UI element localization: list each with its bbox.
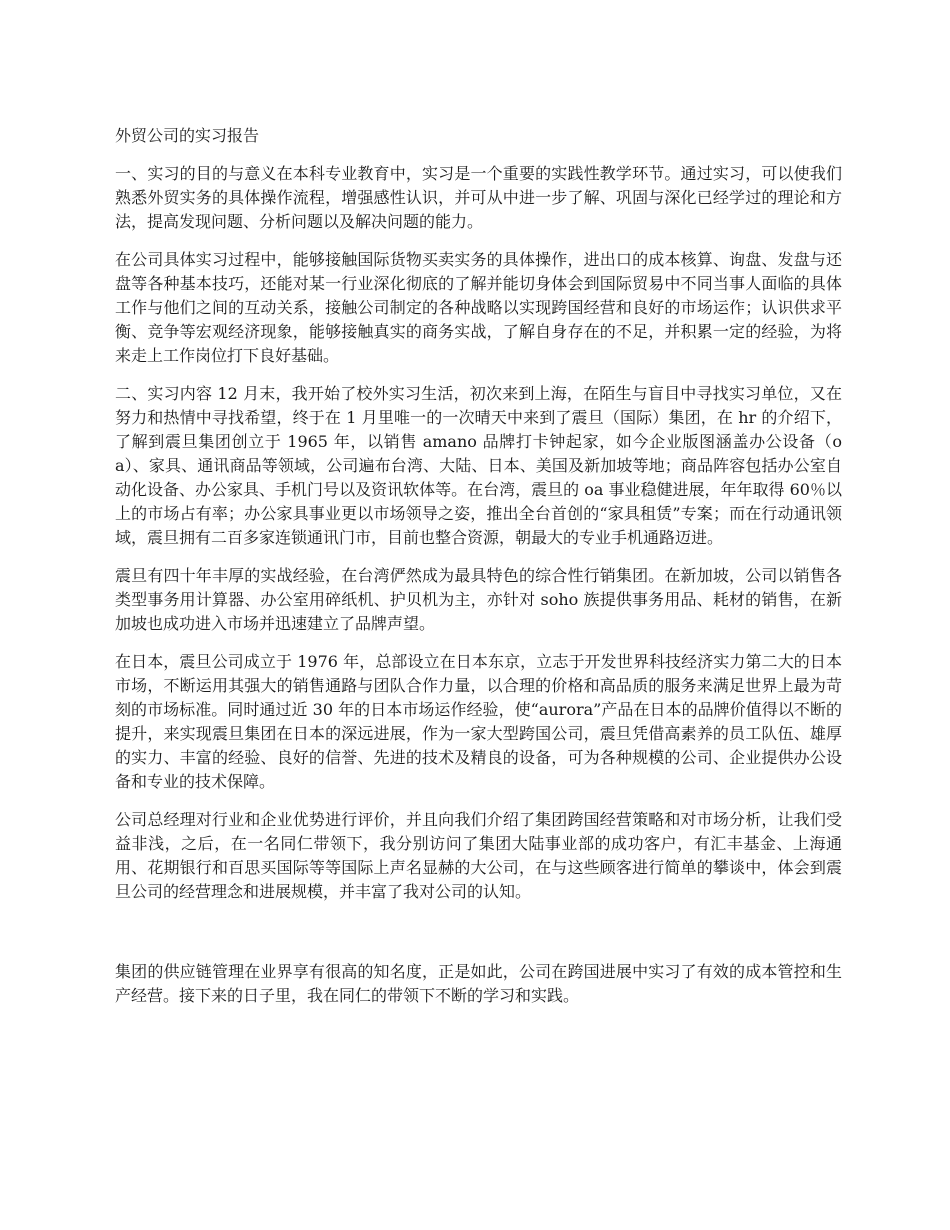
paragraph-supply-chain: 集团的供应链管理在业界享有很高的知名度，正是如此，公司在跨国进展中实习了有效的成本管控和生产经营。接下来的日子里，我在同仁的带领下不断的学习和实践。 [115,962,842,1005]
paragraph-process: 在公司具体实习过程中，能够接触国际货物买卖实务的具体操作，进出口的成本核算、询盘、发盘与还盘等各种基本技巧，还能对某一行业深化彻底的了解并能切身体会到国际贸易中不同当事人面临的具体工作与他们之间的互动关系，接触公司制定的各种战略以实现跨国经营和良好的市场运作；认识供求平衡、竞争等宏观经济现象，能够接触真实的商务实战，了解自身存在的不足，并积累一定的经验，为将来走上工作岗位打下良好基础。 [115,250,842,365]
document-page [115,124,842,1022]
paragraph-purpose: 一、实习的目的与意义在本科专业教育中，实习是一个重要的实践性教学环节。通过实习，可以使我们熟悉外贸实务的具体操作流程，增强感性认识，并可从中进一步了解、巩固与深化已经学过的理论和方法，提高发现问题、分析问题以及解决问题的能力。 [115,164,842,231]
paragraph-manager: 公司总经理对行业和企业优势进行评价，并且向我们介绍了集团跨国经营策略和对市场分析，让我们受益非浅，之后，在一名同仁带领下，我分别访问了集团大陆事业部的成功客户，有汇丰基金、上海通用、花期银行和百思买国际等等国际上声名显赫的大公司，在与这些顾客进行简单的攀谈中，体会到震旦公司的经营理念和进展规模，并丰富了我对公司的认知。 [115,810,842,901]
paragraph-experience: 震旦有四十年丰厚的实战经验，在台湾俨然成为最具特色的综合性行销集团。在新加坡，公司以销售各类型事务用计算器、办公室用碎纸机、护贝机为主，亦针对 soho 族提供事务用品、耗材的销售，在新加坡也成功进入市场并迅速建立了品牌声望。 [115,566,842,633]
paragraph-content: 二、实习内容 12 月末，我开始了校外实习生活，初次来到上海，在陌生与盲目中寻找实习单位，又在努力和热情中寻找希望，终于在 1 月里唯一的一次晴天中来到了震旦（国际）集团，在 hr 的介绍下，了解到震旦集团创立于 1965 年，以销售 amano 品牌打卡钟起家，如今企业版图涵盖办公设备（oa）、家具、通讯商品等领域，公司遍布台湾、大陆、日本、美国及新加坡等地；商品阵容包括办公室自动化设备、办公家具、手机门号以及资讯软体等。在台湾，震旦的 oa 事业稳健进展，年年取得 60％以上的市场占有率；办公家具事业更以市场领导之姿，推出全台首创的“家具租赁”专案；而在行动通讯领域，震旦拥有二百多家连锁通讯门市，目前也整合资源，朝最大的专业手机通路迈进。 [115,384,842,547]
paragraph-japan: 在日本，震旦公司成立于 1976 年，总部设立在日本东京，立志于开发世界科技经济实力第二大的日本市场，不断运用其强大的销售通路与团队合作力量，以合理的价格和高品质的服务来满足世界上最为苛刻的市场标准。同时通过近 30 年的日本市场运作经验，使“aurora”产品在日本的品牌价值得以不断的提升，来实现震旦集团在日本的深远进展，作为一家大型跨国公司，震旦凭借高素养的员工队伍、雄厚的实力、丰富的经验、良好的信誉、先进的技术及精良的设备，可为各种规模的公司、企业提供办公设备和专业的技术保障。 [115,652,842,791]
document-title: 外贸公司的实习报告 [115,126,260,145]
